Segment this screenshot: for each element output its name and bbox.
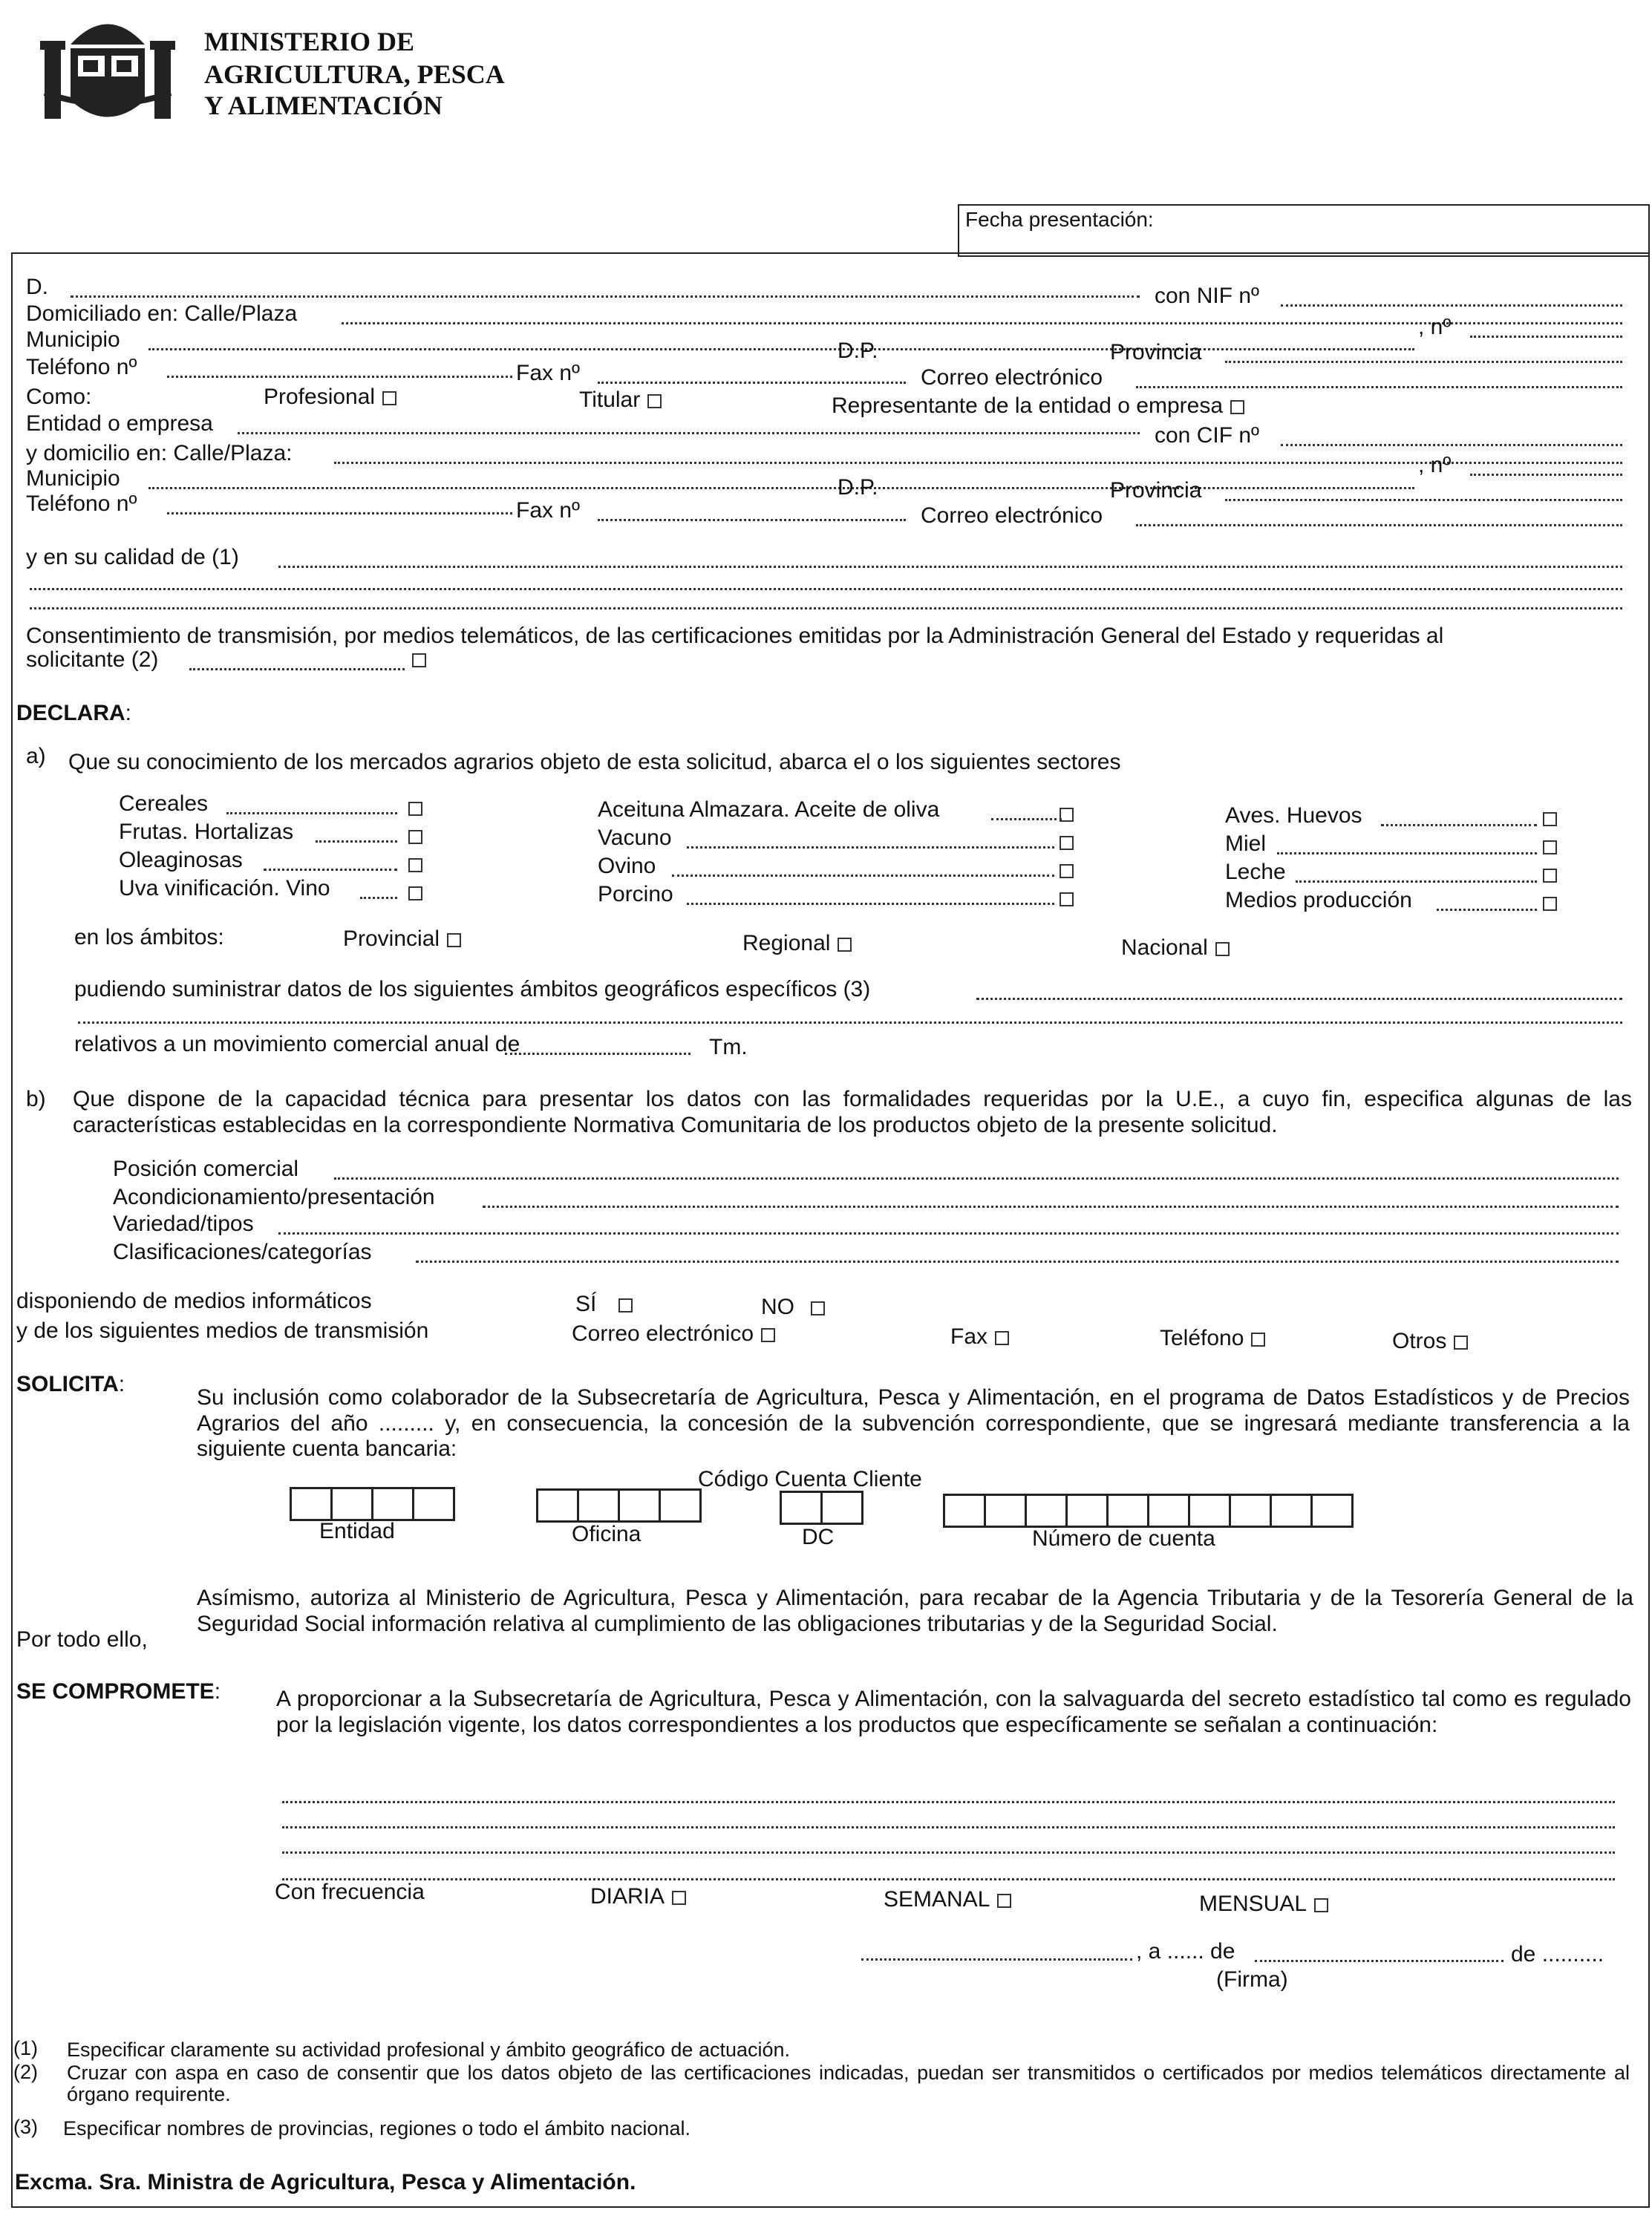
compromete-text: A proporcionar a la Subsecretaría de Agricultura, Pesca y Alimentación, con la salvaguarda del secreto estadístico tal como es regulado por la legislación vigente, los datos correspondientes a los productos que específicamente se señalan a continuación: [276,1687,1631,1737]
domicilio2-label: y domicilio en: Calle/Plaza: [26,441,293,465]
consentimiento-checkbox[interactable] [412,653,426,667]
numero2-field[interactable] [1470,474,1622,476]
sector-label: Porcino [598,882,673,906]
telefono-checkbox[interactable] [1251,1333,1265,1347]
nif-field[interactable] [1281,304,1622,307]
acondicionamiento-label: Acondicionamiento/presentación [113,1185,435,1209]
ministry-name-line3: Y ALIMENTACIÓN [204,91,443,120]
sector-label: Vacuno [598,826,672,850]
sector-ovino[interactable] [598,855,656,877]
sector-dots [687,903,1054,905]
footnote-text: Especificar nombres de provincias, regiones o todo el ámbito nacional. [63,2117,690,2140]
productos-field-3[interactable] [282,1851,1615,1854]
fax2-field[interactable] [598,519,906,521]
geo-text: pudiendo suministrar datos de los siguientes ámbitos geográficos específicos (3) [74,977,871,1001]
sector-label: Leche [1225,860,1286,884]
representante-option[interactable] [832,395,1244,417]
cereales-checkbox[interactable] [408,802,422,816]
provincial-option[interactable] [343,928,461,950]
solicita-heading [16,1373,125,1396]
declara-heading [16,702,131,725]
sector-dots [316,840,397,843]
profesional-label: Profesional [264,385,376,409]
transmision-label: y de los siguientes medios de transmisión [16,1318,429,1343]
solicita-text: Su inclusión como colaborador de la Subsecretaría de Agricultura, Pesca y Alimentación, en el programa de Datos Estadísticos y de Precios Agrarios del año ......... y, en consecuencia, la concesión de la subvención correspondiente, que se ingresará mediante transferencia a la siguiente cuenta bancaria: [197,1385,1630,1461]
oficina-boxes[interactable] [536,1488,699,1523]
dp2-label: D.P. [838,475,878,500]
fax-option[interactable] [950,1326,1009,1348]
titular-option[interactable] [579,389,662,411]
correo-option[interactable] [572,1323,775,1345]
sector-dots [1437,909,1537,911]
productos-field-4[interactable] [282,1878,1615,1880]
sector-miel[interactable] [1225,833,1266,855]
sector-label: Cereales [119,791,209,816]
declara-colon: : [125,701,132,725]
calidad-field-line3[interactable] [30,607,1622,609]
posicion-label: Posición comercial [113,1157,299,1181]
movimiento-text: relativos a un movimiento comercial anual de [74,1032,520,1056]
fecha-de-label: de .......... [1511,1942,1604,1967]
fecha-a-label: , a ...... de [1136,1939,1235,1964]
entidad-boxes[interactable] [290,1487,453,1521]
sector-cereales[interactable] [119,793,208,815]
sector-label: Aves. Huevos [1225,803,1362,828]
variedad-label: Variedad/tipos [113,1212,254,1236]
no-option[interactable] [761,1296,825,1318]
footnote-num: (3) [13,2116,38,2138]
miel-checkbox[interactable] [1543,840,1557,854]
consentimiento-text: Consentimiento de transmisión, por medios telemáticos, de las certificaciones emitidas por la Administración General del Estado y requeridas al [26,624,1444,648]
sector-dots [360,897,397,899]
no-label: NO [761,1295,794,1319]
declara-title: DECLARA [16,701,125,725]
addressee: Excma. Sra. Ministra de Agricultura, Pesca y Alimentación. [15,2170,636,2194]
sector-dots [672,875,1054,877]
sector-medios[interactable] [1225,889,1412,912]
fax-checkbox[interactable] [995,1331,1009,1345]
correo-label: Correo electrónico [921,365,1103,390]
sector-aceituna[interactable] [598,799,939,821]
posicion-field[interactable] [334,1177,1619,1180]
domicilio-label: Domiciliado en: Calle/Plaza [26,301,298,326]
form-frame [11,252,1650,2208]
diaria-option[interactable] [590,1886,686,1908]
leche-checkbox[interactable] [1543,869,1557,883]
ovino-checkbox[interactable] [1060,864,1074,878]
ministry-name-line1: MINISTERIO DE [204,27,415,56]
numero-cuenta-boxes[interactable] [943,1494,1351,1528]
clasificaciones-field[interactable] [416,1261,1619,1263]
semanal-label: SEMANAL [884,1887,990,1912]
nacional-option[interactable] [1121,937,1230,959]
oficina-label: Oficina [572,1522,641,1546]
profesional-checkbox[interactable] [382,391,396,405]
sector-dots [687,846,1054,849]
nacional-checkbox[interactable] [1215,942,1230,956]
sector-dots [264,869,397,871]
movimiento-field[interactable] [505,1053,690,1055]
correo-checkbox[interactable] [761,1328,775,1342]
regional-label: Regional [742,931,831,955]
sector-dots [226,812,397,814]
oleaginosas-checkbox[interactable] [408,858,422,872]
solicita-title: SOLICITA [16,1372,119,1396]
telefono-field[interactable] [167,376,512,378]
tm-label: Tm. [709,1035,748,1059]
sector-label: Aceituna Almazara. Aceite de oliva [598,797,940,822]
footnote-num: (1) [13,2037,38,2059]
frutas-checkbox[interactable] [408,830,422,844]
telefono-label: Teléfono nº [26,355,137,379]
sector-label: Medios producción [1225,888,1412,912]
provincia-label: Provincia [1110,340,1202,365]
regional-checkbox[interactable] [838,938,852,952]
solicitante-dots [189,668,405,670]
compromete-heading [16,1681,221,1703]
coat-of-arms-emblem [30,4,186,134]
fax-option-label: Fax [950,1324,988,1349]
provincial-label: Provincial [343,926,440,951]
calidad-field[interactable] [278,566,1622,568]
ambitos-label: en los ámbitos: [74,925,224,949]
calidad-label: y en su calidad de (1) [26,545,239,569]
geo-field[interactable] [976,998,1622,1000]
nif-label: con NIF nº [1155,284,1260,308]
medios-checkbox[interactable] [1543,897,1557,911]
provincial-checkbox[interactable] [447,933,461,947]
d-label: D. [26,275,48,299]
municipio2-field[interactable] [148,487,1414,489]
otros-option[interactable] [1392,1330,1468,1353]
ccc-label: Código Cuenta Cliente [698,1467,922,1491]
titular-checkbox[interactable] [647,394,662,408]
dc-label: DC [802,1525,835,1549]
como-label: Como: [26,385,92,409]
otros-option-label: Otros [1392,1329,1447,1353]
telefono2-field[interactable] [167,512,512,514]
cif-field[interactable] [1281,444,1622,446]
numero2-label: , nº [1418,453,1452,477]
provincia-field[interactable] [1225,361,1622,363]
correo-field[interactable] [1136,386,1622,388]
municipio-field[interactable] [148,348,1414,350]
geo-field-line2[interactable] [78,1021,1622,1024]
otros-checkbox[interactable] [1454,1336,1468,1350]
declara-b-marker: b) [26,1087,46,1111]
declara-b-text: Que dispone de la capacidad técnica para presentar los datos con las formalidades requeridas por la U.E., a cuyo fin, especifica algunas de las características establecidas en la correspondiente Normativa Comunitaria de los productos objeto de la presente solicitud. [73,1087,1632,1137]
entidad-label: Entidad o empresa [26,411,213,436]
representante-checkbox[interactable] [1230,400,1244,414]
semanal-option[interactable] [884,1889,1011,1911]
provincia2-label: Provincia [1110,478,1202,503]
titular-label: Titular [579,388,641,412]
diaria-checkbox[interactable] [672,1891,686,1905]
correo-option-label: Correo electrónico [572,1321,754,1346]
mensual-label: MENSUAL [1199,1892,1307,1916]
por-todo-label: Por todo ello, [16,1627,148,1652]
productos-field-2[interactable] [282,1826,1615,1828]
si-label: SÍ [575,1292,597,1316]
fecha-presentacion-label: Fecha presentación: [965,208,1154,231]
footnote-text: Cruzar con aspa en caso de consentir que los datos objeto de las certificaciones indicadas, puedan ser transmitidos o certificados por medios telemáticos directamente al órgano requirente. [67,2062,1630,2106]
sector-label: Oleaginosas [119,848,243,872]
no-checkbox[interactable] [811,1301,825,1315]
compromete-title: SE COMPROMETE [16,1679,215,1704]
municipio-label: Municipio [26,327,120,352]
clasificaciones-label: Clasificaciones/categorías [113,1240,372,1264]
profesional-option[interactable] [264,386,396,408]
acondicionamiento-field[interactable] [483,1206,1619,1208]
solicitante-label: solicitante (2) [26,647,159,672]
firma-label: (Firma) [1216,1967,1288,1992]
fax-label: Fax nº [516,361,580,385]
sector-aves[interactable] [1225,805,1362,827]
compromete-colon: : [214,1679,221,1704]
mes-field[interactable] [1255,1960,1504,1962]
numero-field[interactable] [1470,336,1622,338]
sector-dots [991,818,1062,820]
representante-label: Representante de la entidad o empresa [832,393,1224,418]
sector-leche[interactable] [1225,861,1286,883]
diaria-label: DIARIA [590,1884,665,1909]
sector-dots [1296,880,1537,883]
mensual-option[interactable] [1199,1893,1328,1915]
productos-field-1[interactable] [282,1801,1615,1803]
aves-checkbox[interactable] [1543,812,1557,826]
sector-uva[interactable] [119,877,330,900]
cif-label: con CIF nº [1155,423,1260,448]
footnote-num: (2) [13,2061,38,2083]
correo2-field[interactable] [1136,524,1622,526]
fax-field[interactable] [598,382,906,384]
sector-vacuno[interactable] [598,827,672,849]
semanal-checkbox[interactable] [997,1894,1011,1908]
numero-label: , nº [1418,315,1452,339]
telefono-option[interactable] [1160,1327,1265,1350]
fax2-label: Fax nº [516,498,580,523]
calidad-field-line2[interactable] [30,588,1622,590]
sector-dots [1277,852,1537,854]
telefono-option-label: Teléfono [1160,1326,1244,1350]
variedad-field[interactable] [278,1232,1619,1235]
declara-a-text: Que su conocimiento de los mercados agrarios objeto de esta solicitud, abarca el o los siguientes sectores [68,750,1121,774]
vacuno-checkbox[interactable] [1060,836,1074,850]
ministry-name-line2: AGRICULTURA, PESCA [204,59,505,89]
numero-cuenta-label: Número de cuenta [1032,1526,1215,1551]
si-checkbox[interactable] [618,1298,633,1313]
sector-label: Frutas. Hortalizas [119,820,294,844]
regional-option[interactable] [742,932,852,955]
dc-boxes[interactable] [780,1491,861,1525]
lugar-field[interactable] [861,1958,1132,1961]
declara-a-marker: a) [26,744,46,768]
porcino-checkbox[interactable] [1060,892,1074,906]
telefono2-label: Teléfono nº [26,491,137,516]
correo2-label: Correo electrónico [921,503,1103,528]
entidad-label: Entidad [319,1519,395,1543]
uva-checkbox[interactable] [408,886,422,900]
medios-informaticos-label: disponiendo de medios informáticos [16,1289,372,1313]
provincia2-field[interactable] [1225,499,1622,501]
sector-label: Uva vinificación. Vino [119,876,330,900]
entidad-field[interactable] [238,432,1140,434]
municipio2-label: Municipio [26,466,120,491]
sector-label: Ovino [598,854,656,878]
name-field[interactable] [71,295,1140,298]
aceituna-checkbox[interactable] [1060,808,1074,822]
si-option[interactable] [575,1293,633,1315]
frecuencia-label: Con frecuencia [275,1880,425,1904]
solicita-colon: : [118,1372,125,1396]
sector-label: Miel [1225,831,1267,856]
autoriza-text: Asímismo, autoriza al Ministerio de Agricultura, Pesca y Alimentación, para recabar de la Agencia Tributaria y de la Tesorería General de la Seguridad Social información relativa al cumplimiento de las obligaciones tributarias y de la Seguridad Social. [197,1586,1633,1636]
dp-label: D.P. [838,339,878,363]
footnote-text: Especificar claramente su actividad profesional y ámbito geográfico de actuación. [67,2039,791,2061]
mensual-checkbox[interactable] [1314,1898,1328,1912]
nacional-label: Nacional [1121,935,1208,960]
sector-dots [1381,824,1537,826]
sector-oleaginosas[interactable] [119,849,243,872]
sector-porcino[interactable] [598,883,673,906]
sector-frutas[interactable] [119,821,293,843]
